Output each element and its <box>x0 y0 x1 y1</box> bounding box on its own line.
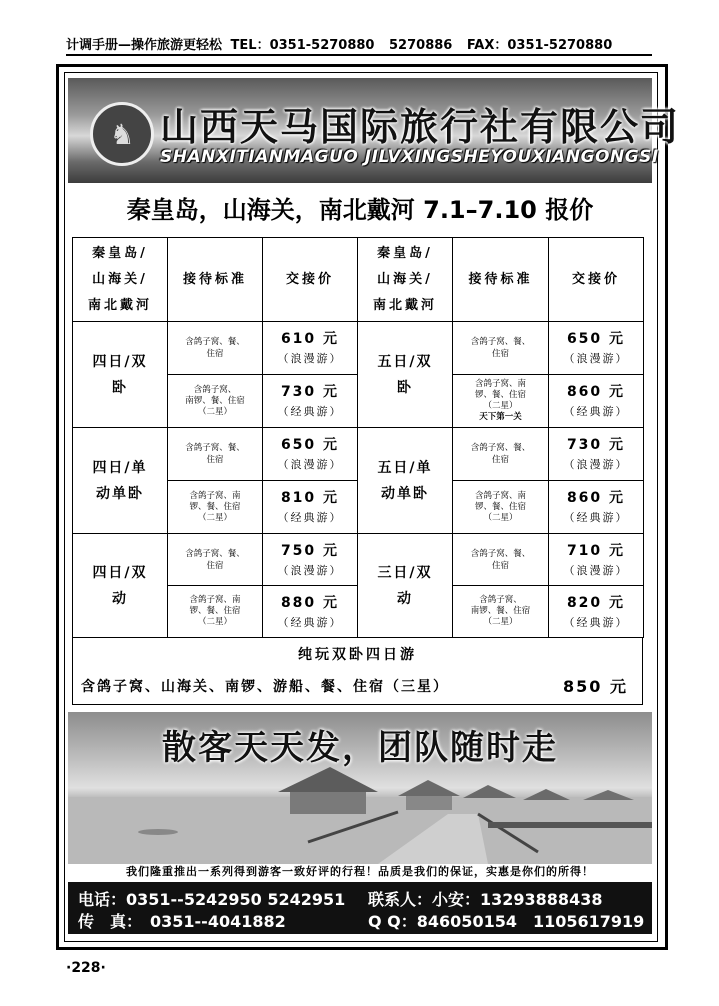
duration-cell: 四日/双 卧 <box>73 322 168 428</box>
price-cell: 650 元 （浪漫游） <box>263 428 358 481</box>
price-cell: 860 元 （经典游） <box>549 481 644 534</box>
price-cell: 730 元 （浪漫游） <box>549 428 644 481</box>
price-cell: 860 元 （经典游） <box>549 375 644 428</box>
header-tel: TEL：0351-5270880 <box>230 38 375 53</box>
price-table <box>72 237 644 638</box>
duration-cell: 五日/单 动单卧 <box>358 428 453 534</box>
header-standard: 接待标准 <box>168 238 263 322</box>
duration-cell: 四日/单 动单卧 <box>73 428 168 534</box>
package-title: 纯玩双卧四日游 <box>298 647 417 663</box>
standard-cell: 含鸽子窝、南 锣、餐、住宿 （二星） <box>168 586 263 638</box>
price-cell: 810 元 （经典游） <box>263 481 358 534</box>
page-number: ·228· <box>66 960 106 976</box>
duration-cell: 三日/双 动 <box>358 534 453 638</box>
header-destination: 秦皇岛/ 山海关/ 南北戴河 <box>73 238 168 322</box>
standard-cell: 含鸽子窝、南 锣、餐、住宿 （二星） <box>168 481 263 534</box>
price-cell: 610 元 （浪漫游） <box>263 322 358 375</box>
header-fax: FAX：0351-5270880 <box>466 38 613 53</box>
table-row <box>73 322 644 375</box>
price-cell: 730 元 （经典游） <box>263 375 358 428</box>
header-destination: 秦皇岛/ 山海关/ 南北戴河 <box>358 238 453 322</box>
header-slogan: 计调手册—操作旅游更轻松 <box>66 38 223 53</box>
standard-cell: 含鸽子窝、南 锣、餐、住宿 （二星） <box>453 481 549 534</box>
table-row <box>73 428 644 481</box>
standard-cell: 含鸽子窝、餐、 住宿 <box>168 322 263 375</box>
header-price: 交接价 <box>263 238 358 322</box>
contact-box <box>68 882 652 934</box>
header-price: 交接价 <box>549 238 644 322</box>
table-row <box>73 534 644 586</box>
standard-cell: 含鸽子窝、餐、 住宿 <box>168 428 263 481</box>
standard-cell: 含鸽子窝、餐、 住宿 <box>453 322 549 375</box>
company-name-en: SHANXITIANMAGUO JILVXINGSHEYOUXIANGONGSI <box>160 147 659 167</box>
contact-person: 联系人：小安：13293888438 <box>368 890 603 909</box>
company-name: 山西天马国际旅行社有限公司 <box>160 105 681 149</box>
contact-fax: 传 真： 0351--4041882 <box>78 912 286 931</box>
price-title: 秦皇岛，山海关，南北戴河 7.1–7.10 报价 <box>126 196 594 224</box>
package-price: 850 元 <box>563 677 628 696</box>
standard-cell: 含鸽子窝、餐、 住宿 <box>453 534 549 586</box>
resort-photo <box>68 712 652 864</box>
header-tel2: 5270886 <box>389 38 453 53</box>
contact-qq: Q Q：846050154 1105617919 <box>368 912 645 931</box>
duration-cell: 四日/双 动 <box>73 534 168 638</box>
contact-phone: 电话：0351--5242950 5242951 <box>78 890 346 909</box>
page-header <box>66 34 652 56</box>
standard-cell: 含鸽子窝、 南锣、餐、住宿 （二星） <box>168 375 263 428</box>
price-cell: 750 元 （浪漫游） <box>263 534 358 586</box>
price-cell: 710 元 （浪漫游） <box>549 534 644 586</box>
price-cell: 880 元 （经典游） <box>263 586 358 638</box>
standard-cell: 含鸽子窝、餐、 住宿 <box>168 534 263 586</box>
tagline: 我们隆重推出一系列得到游客一致好评的行程！品质是我们的保证，实惠是你们的所得！ <box>126 865 594 878</box>
duration-cell: 五日/双 卧 <box>358 322 453 428</box>
package-detail: 含鸽子窝、山海关、南锣、游船、餐、住宿（三星） <box>81 679 449 695</box>
standard-cell: 含鸽子窝、南 锣、餐、住宿 （二星） 天下第一关 <box>453 375 549 428</box>
price-cell: 650 元 （浪漫游） <box>549 322 644 375</box>
table-header-row <box>73 238 644 322</box>
price-cell: 820 元 （经典游） <box>549 586 644 638</box>
package-row <box>72 637 643 705</box>
standard-cell: 含鸽子窝、餐、 住宿 <box>453 428 549 481</box>
horse-icon: ♞ <box>90 102 154 166</box>
photo-slogan: 散客天天发，团队随时走 <box>162 728 558 768</box>
standard-cell: 含鸽子窝、 南锣、餐、住宿 （二星） <box>453 586 549 638</box>
header-standard: 接待标准 <box>453 238 549 322</box>
